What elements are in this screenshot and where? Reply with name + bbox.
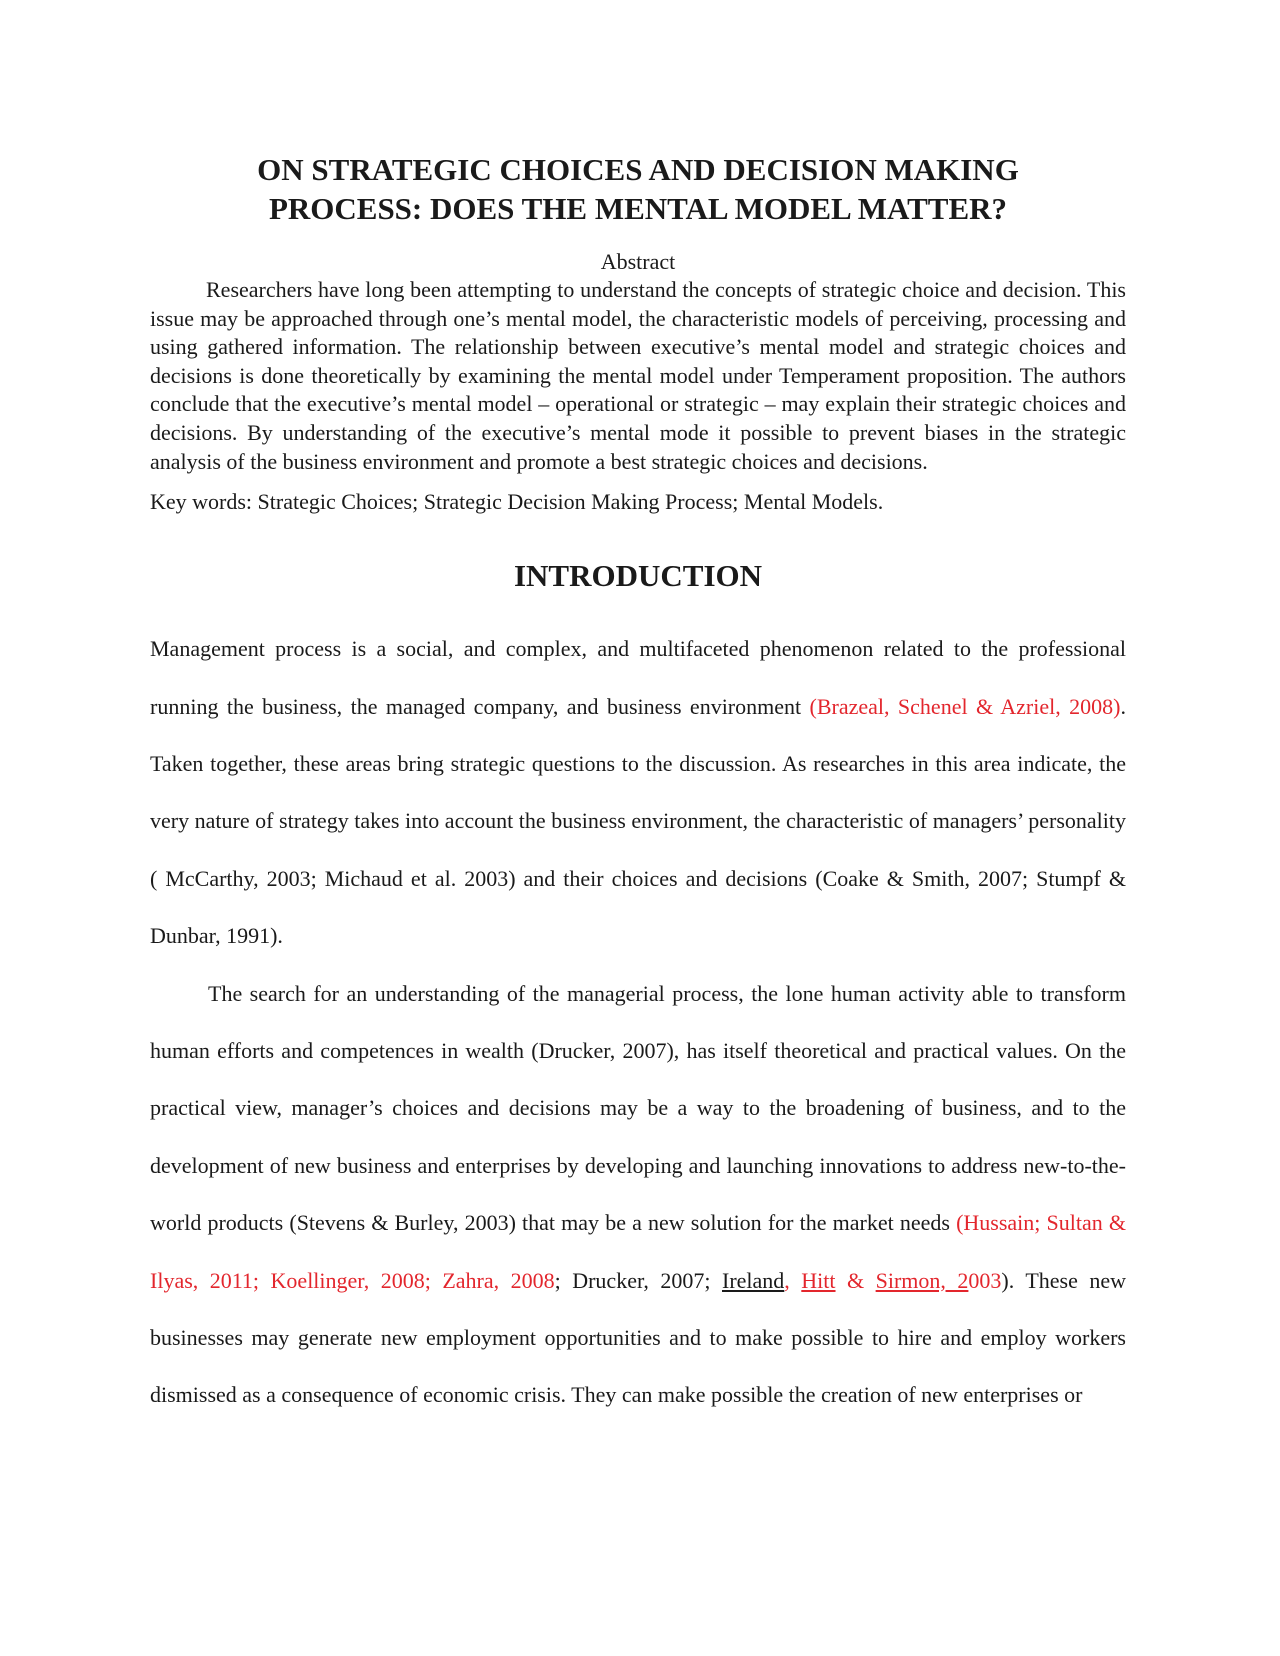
paragraph-text: The search for an understanding of the managerial process, the lone human activity able to transform human efforts and competences in wealth (Drucker, 2007), has itself theoretical and practical values. On the practical view, manager’s choices and decisions may be a way to the broadening of business, and to the development of new business and enterprises by developing and launching innovations to address new-to-the-world products (Stevens & Burley, 2003) that may be a new solution for the market needs [150, 980, 1126, 1236]
abstract-text: Researchers have long been attempting to understand the concepts of strategic choice and decision. This issue may be approached through one’s mental model, the characteristic models of perceiving, processing and using gathered information. The relationship between executive’s mental model and strategic choices and decisions is done theoretically by examining the mental model under Temperament proposition. The authors conclude that the executive’s mental model – operational or strategic – may explain their strategic choices and decisions. By understanding of the executive’s mental mode it possible to prevent biases in the strategic analysis of the business environment and promote a best strategic choices and decisions. [150, 277, 1126, 474]
keywords: Key words: Strategic Choices; Strategic Decision Making Process; Mental Models. [150, 489, 884, 515]
paper-title-line-1: ON STRATEGIC CHOICES AND DECISION MAKING [257, 152, 1019, 187]
citation-sirmon: Sirmon, 2 [875, 1267, 969, 1293]
citation-separator: , [784, 1267, 802, 1293]
paragraph-text: ). These new businesses may generate new employment opportunities and to make possible to hire and employ workers dismissed as a consequence of economic crisis. They can make possible the creation of new enterprises or [150, 1267, 1126, 1408]
paragraph-text: ; Drucker, 2007; [554, 1267, 722, 1293]
citation-hitt: Hitt [801, 1267, 836, 1293]
paper-page [150, 150, 1126, 1424]
citation-ireland: Ireland [722, 1267, 785, 1293]
introduction-paragraph-1 [150, 620, 1126, 964]
paper-title [150, 150, 1126, 228]
paper-title-line-2: PROCESS: DOES THE MENTAL MODEL MATTER? [268, 191, 1008, 226]
citation-year: 003 [968, 1267, 1002, 1293]
citation-brazeal: (Brazeal, Schenel & Azriel, 2008) [809, 693, 1121, 719]
introduction-heading: INTRODUCTION [513, 558, 763, 594]
introduction-paragraph-2 [150, 965, 1126, 1424]
citation-ampersand: & [835, 1267, 876, 1293]
paragraph-text: . Taken together, these areas bring strategic questions to the discussion. As researches in this area indicate, the very nature of strategy takes into account the business environment, the characteristic of managers’ personality ( McCarthy, 2003; Michaud et al. 2003) and their choices and decisions (Coake & Smith, 2007; Stumpf & Dunbar, 1991). [150, 693, 1126, 949]
citation-hussain-koellinger-zahra: (Hussain; Sultan & Ilyas, 2011; Koellinger, 2008; Zahra, 2008 [150, 1210, 1126, 1293]
paragraph-text: Management process is a social, and complex, and multifaceted phenomenon related to the professional running the business, the managed company, and business environment [150, 636, 1126, 719]
abstract-heading: Abstract [600, 249, 676, 274]
